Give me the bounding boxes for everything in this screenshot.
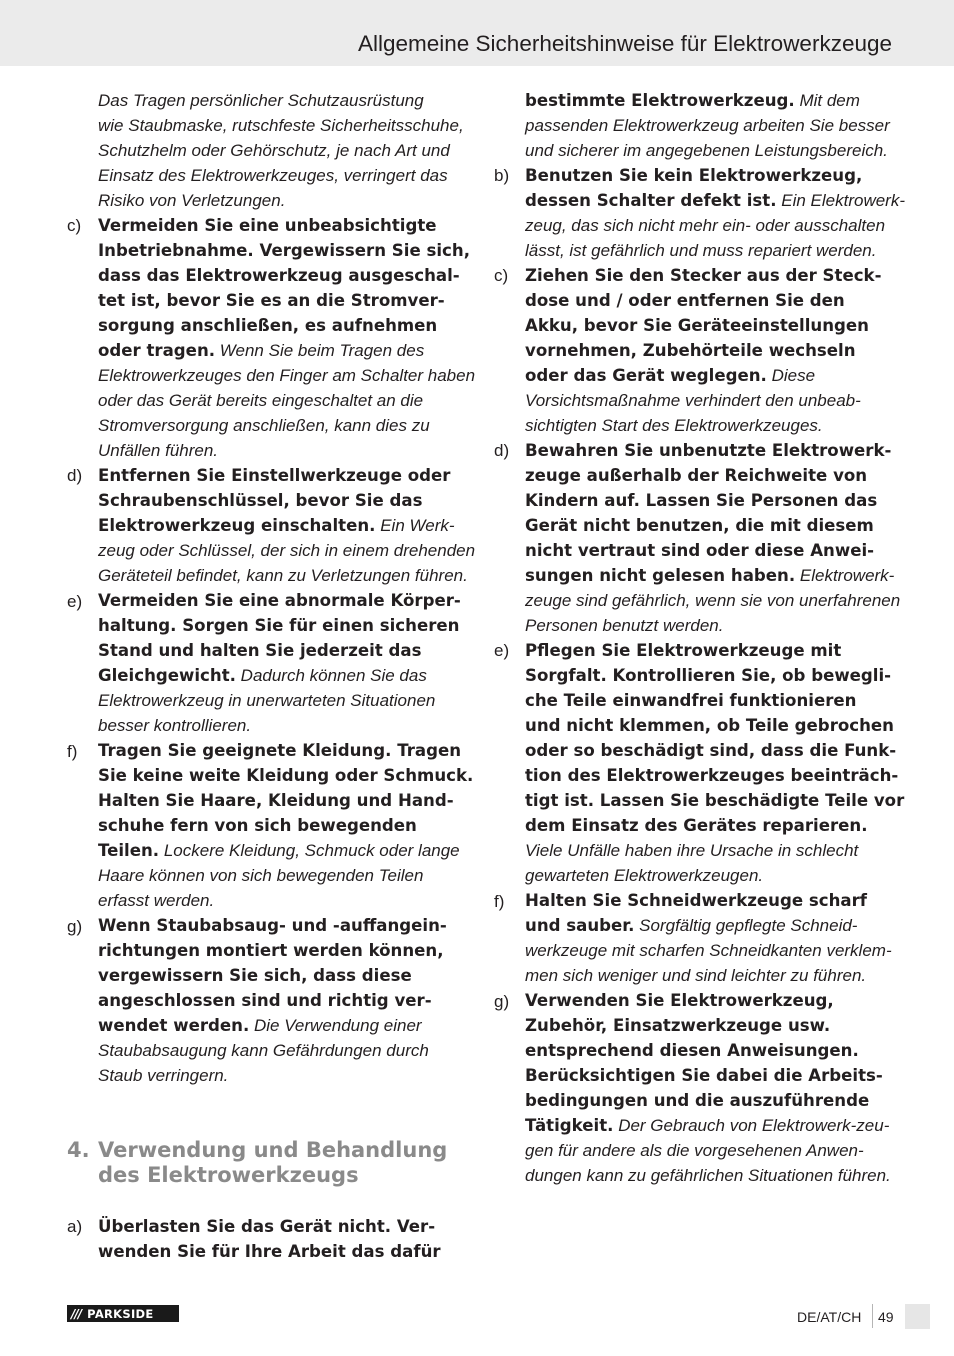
text-line: [525, 588, 900, 613]
italic-text: Risiko von Verletzungen.: [98, 191, 286, 210]
text-line: [525, 888, 867, 913]
text-line: [525, 338, 856, 363]
bold-text: Verwenden Sie Elektrowerkzeug,: [525, 991, 834, 1010]
bold-text: Halten Sie Haare, Kleidung und Hand-: [98, 791, 454, 810]
bold-text: wenden Sie für Ihre Arbeit das dafür: [98, 1242, 441, 1261]
bold-text: Benutzen Sie kein Elektrowerkzeug,: [525, 166, 863, 185]
bold-text: tion des Elektrowerkzeuges beeinträch-: [525, 766, 899, 785]
italic-text: Geräteteil befindet, kann zu Verletzungen führen.: [98, 566, 468, 585]
italic-text: sichtigten Start des Elektrowerkzeuges.: [525, 416, 823, 435]
list-label-e-right: e): [494, 641, 510, 660]
italic-text: Schutzhelm oder Gehörschutz, je nach Art und: [98, 141, 450, 160]
italic-text: Einsatz des Elektrowerkzeuges, verringert das: [98, 166, 448, 185]
text-line: [98, 313, 437, 338]
bold-text: richtungen montiert werden können,: [98, 941, 444, 960]
list-label-g-right: g): [494, 992, 510, 1011]
list-label-a: a): [67, 1217, 83, 1236]
italic-text: Wenn Sie beim Tragen des: [215, 341, 425, 360]
italic-text: Das Tragen persönlicher Schutzausrüstung: [98, 91, 424, 110]
italic-text: gen für andere als die vorgesehenen Anwen-: [525, 1141, 864, 1160]
text-line: [98, 538, 475, 563]
list-label-e: e): [67, 592, 83, 611]
bold-text: sorgung anschließen, es aufnehmen: [98, 316, 438, 335]
italic-text: Mit dem: [794, 91, 860, 110]
text-line: [98, 513, 455, 538]
text-line: [525, 138, 888, 163]
list-label-g: g): [67, 917, 83, 936]
text-line: [525, 813, 868, 838]
italic-text: Die Verwendung einer: [249, 1016, 422, 1035]
bold-text: Zubehör, Einsatzwerkzeuge usw.: [525, 1016, 831, 1035]
text-line: [525, 938, 892, 963]
text-line: [98, 738, 461, 763]
bold-text: Berücksichtigen Sie dabei die Arbeits-: [525, 1066, 883, 1085]
bold-text: Pflegen Sie Elektrowerkzeuge mit: [525, 641, 842, 660]
list-label-f: f): [67, 742, 78, 761]
italic-text: werkzeuge mit scharfen Schneidkanten verklem-: [525, 941, 892, 960]
text-line: [525, 563, 894, 588]
text-line: [98, 863, 423, 888]
italic-text: zeug, das sich nicht mehr ein- oder ausschalten: [525, 216, 886, 235]
bold-text: Halten Sie Schneidwerkzeuge scharf: [525, 891, 868, 910]
text-line: [98, 113, 464, 138]
bold-text: Wenn Staubabsaug- und -auffangein-: [98, 916, 447, 935]
text-line: [525, 638, 841, 663]
text-line: [525, 188, 905, 213]
italic-text: erfasst werden.: [98, 891, 215, 910]
text-line: [525, 438, 891, 463]
italic-text: Vorsichtsmaßnahme verhindert den unbeab-: [525, 391, 861, 410]
bold-text: Bewahren Sie unbenutzte Elektrowerk-: [525, 441, 892, 460]
logo-stripes-icon: ///: [71, 1306, 82, 1321]
bold-text: dose und / oder entfernen Sie den: [525, 291, 845, 310]
italic-text: Stromversorgung anschließen, kann dies zu: [98, 416, 430, 435]
bold-text: dessen Schalter defekt ist.: [525, 191, 777, 210]
text-line: [525, 838, 858, 863]
bold-text: Vermeiden Sie eine abnormale Körper-: [98, 591, 461, 610]
text-line: [525, 413, 823, 438]
section-title-line-2: des Elektrowerkzeugs: [98, 1163, 359, 1187]
text-line: [98, 663, 427, 688]
text-line: [98, 413, 430, 438]
text-line: [98, 288, 445, 313]
text-line: [525, 738, 896, 763]
bold-text: bedingungen und die auszuführende: [525, 1091, 870, 1110]
text-line: [525, 1088, 869, 1113]
text-line: [98, 1038, 429, 1063]
text-line: [98, 588, 461, 613]
bold-text: nicht vertraut sind oder diese Anwei-: [525, 541, 875, 560]
text-line: [525, 688, 856, 713]
text-line: [525, 163, 862, 188]
italic-text: besser kontrollieren.: [98, 716, 252, 735]
text-line: [98, 613, 459, 638]
text-line: [525, 763, 898, 788]
italic-text: passenden Elektrowerkzeug arbeiten Sie besser: [525, 116, 890, 135]
list-label-c-right: c): [494, 266, 509, 285]
text-line: [525, 488, 877, 513]
text-line: [98, 138, 450, 163]
italic-text: Haare können von sich bewegenden Teilen: [98, 866, 424, 885]
list-label-b-right: b): [494, 166, 510, 185]
page-title: Allgemeine Sicherheitshinweise für Elektrowerkzeuge: [357, 31, 892, 56]
italic-text: Dadurch können Sie das: [235, 666, 427, 685]
bold-text: Teilen.: [98, 841, 160, 860]
bold-text: Gleichgewicht.: [98, 666, 236, 685]
text-line: [525, 238, 877, 263]
text-line: [525, 1138, 864, 1163]
bold-text: Gerät nicht benutzen, die mit diesem: [525, 516, 874, 535]
text-line: [98, 363, 475, 388]
text-line: [525, 1063, 883, 1088]
text-line: [98, 838, 460, 863]
bold-text: Akku, bevor Sie Geräteeinstellungen: [525, 316, 869, 335]
text-line: [98, 1214, 435, 1239]
text-line: [525, 513, 874, 538]
text-line: [98, 688, 435, 713]
text-line: [98, 1013, 422, 1038]
italic-text: zeug oder Schlüssel, der sich in einem drehenden: [98, 541, 476, 560]
bold-text: zeuge außerhalb der Reichweite von: [525, 466, 868, 485]
bold-text: bestimmte Elektrowerkzeug.: [525, 91, 795, 110]
text-line: [525, 1038, 859, 1063]
bold-text: tigt ist. Lassen Sie beschädigte Teile vor: [525, 791, 905, 810]
bold-text: oder das Gerät weglegen.: [525, 366, 767, 385]
text-line: [98, 888, 214, 913]
text-line: [525, 913, 857, 938]
text-line: [525, 538, 874, 563]
text-line: [525, 988, 834, 1013]
text-line: [98, 338, 424, 363]
bold-text: Entfernen Sie Einstellwerkzeuge oder: [98, 466, 451, 485]
italic-text: men sich weniger und sind leichter zu führen.: [525, 966, 867, 985]
footer-language: DE/AT/CH: [797, 1309, 862, 1325]
text-line: [525, 963, 866, 988]
italic-text: Staub verringern.: [98, 1066, 229, 1085]
list-label-f-right: f): [494, 892, 505, 911]
italic-text: lässt, ist gefährlich und muss repariert werden.: [525, 241, 877, 260]
italic-text: Elektrowerkzeug in unerwarteten Situationen: [98, 691, 436, 710]
text-line: [98, 1239, 441, 1264]
text-line: [525, 713, 894, 738]
bold-text: Sie keine weite Kleidung oder Schmuck.: [98, 766, 474, 785]
italic-text: Personen benutzt werden.: [525, 616, 724, 635]
italic-text: Viele Unfälle haben ihre Ursache in schlecht: [525, 841, 859, 860]
italic-text: und sicherer im angegebenen Leistungsbereich.: [525, 141, 888, 160]
text-line: [98, 488, 422, 513]
italic-text: Unfällen führen.: [98, 441, 219, 460]
bold-text: angeschlossen sind und richtig ver-: [98, 991, 432, 1010]
text-line: [98, 788, 454, 813]
text-line: [98, 1063, 228, 1088]
bold-text: Elektrowerkzeug einschalten.: [98, 516, 376, 535]
text-line: [525, 663, 891, 688]
text-line: [525, 213, 885, 238]
text-line: [98, 813, 417, 838]
italic-text: Sorgfältig gepflegte Schneid-: [634, 916, 858, 935]
text-line: [98, 263, 460, 288]
bold-text: sungen nicht gelesen haben.: [525, 566, 796, 585]
bold-text: Tragen Sie geeignete Kleidung. Tragen: [98, 741, 462, 760]
text-line: [98, 563, 468, 588]
text-line: [98, 88, 424, 113]
text-line: [525, 113, 890, 138]
bold-text: tet ist, bevor Sie es an die Stromver-: [98, 291, 445, 310]
bold-text: Inbetriebnahme. Vergewissern Sie sich,: [98, 241, 470, 260]
bold-text: Überlasten Sie das Gerät nicht. Ver-: [98, 1217, 436, 1236]
parkside-logo: [67, 1305, 179, 1322]
italic-text: Der Gebrauch von Elektrowerk-zeu-: [613, 1116, 890, 1135]
italic-text: Lockere Kleidung, Schmuck oder lange: [159, 841, 460, 860]
italic-text: gewarteten Elektrowerkzeugen.: [525, 866, 764, 885]
text-line: [525, 363, 815, 388]
bold-text: haltung. Sorgen Sie für einen sicheren: [98, 616, 460, 635]
section-number: 4.: [67, 1138, 90, 1162]
text-line: [525, 1013, 830, 1038]
text-line: [98, 463, 451, 488]
text-line: [98, 938, 444, 963]
text-line: [98, 438, 218, 463]
italic-text: Elektrowerk-: [795, 566, 895, 585]
text-line: [98, 763, 473, 788]
bold-text: vergewissern Sie sich, dass diese: [98, 966, 412, 985]
text-line: [525, 788, 904, 813]
text-line: [98, 188, 285, 213]
footer-divider: [872, 1304, 873, 1328]
bold-text: che Teile einwandfrei funktionieren: [525, 691, 857, 710]
text-line: [98, 713, 251, 738]
italic-text: dungen kann zu gefährlichen Situationen führen.: [525, 1166, 891, 1185]
list-label-d: d): [67, 466, 83, 485]
text-line: [98, 388, 423, 413]
logo-text: PARKSIDE: [87, 1306, 154, 1321]
text-line: [98, 238, 470, 263]
text-line: [525, 288, 845, 313]
text-line: [525, 313, 869, 338]
bold-text: Kindern auf. Lassen Sie Personen das: [525, 491, 878, 510]
header-bar: [0, 0, 954, 66]
text-line: [525, 613, 723, 638]
bold-text: Schraubenschlüssel, bevor Sie das: [98, 491, 423, 510]
list-label-c: c): [67, 216, 82, 235]
bold-text: dass das Elektrowerkzeug ausgeschal-: [98, 266, 460, 285]
italic-text: oder das Gerät bereits eingeschaltet an die: [98, 391, 424, 410]
bold-text: und nicht klemmen, ob Teile gebrochen: [525, 716, 894, 735]
page-number: 49: [878, 1309, 894, 1325]
italic-text: wie Staubmaske, rutschfeste Sicherheitsschuhe,: [98, 116, 464, 135]
text-line: [525, 263, 881, 288]
text-line: [525, 388, 861, 413]
bold-text: entsprechend diesen Anweisungen.: [525, 1041, 859, 1060]
footer-box: [905, 1304, 930, 1329]
italic-text: Elektrowerkzeuges den Finger am Schalter haben: [98, 366, 476, 385]
text-line: [525, 1163, 891, 1188]
bold-text: Sorgfalt. Kontrollieren Sie, ob bewegli-: [525, 666, 892, 685]
italic-text: Ein Werk-: [375, 516, 455, 535]
bold-text: schuhe fern von sich bewegenden: [98, 816, 417, 835]
text-line: [525, 1113, 889, 1138]
text-line: [98, 638, 422, 663]
section-title-line-1: Verwendung und Behandlung: [98, 1138, 448, 1162]
bold-text: oder tragen.: [98, 341, 216, 360]
text-line: [525, 88, 860, 113]
italic-text: Diese: [766, 366, 816, 385]
text-line: [98, 213, 437, 238]
list-label-d-right: d): [494, 441, 510, 460]
bold-text: Tätigkeit.: [525, 1116, 614, 1135]
bold-text: Vermeiden Sie eine unbeabsichtigte: [98, 216, 437, 235]
bold-text: Ziehen Sie den Stecker aus der Steck-: [525, 266, 882, 285]
text-line: [525, 863, 763, 888]
bold-text: wendet werden.: [98, 1016, 250, 1035]
italic-text: Ein Elektrowerk-: [776, 191, 905, 210]
bold-text: dem Einsatz des Gerätes reparieren.: [525, 816, 868, 835]
bold-text: vornehmen, Zubehörteile wechseln: [525, 341, 856, 360]
text-line: [98, 988, 432, 1013]
text-line: [98, 163, 448, 188]
italic-text: zeuge sind gefährlich, wenn sie von unerfahrenen: [525, 591, 901, 610]
bold-text: oder so beschädigt sind, dass die Funk-: [525, 741, 897, 760]
text-line: [98, 963, 412, 988]
bold-text: und sauber.: [525, 916, 635, 935]
italic-text: Staubabsaugung kann Gefährdungen durch: [98, 1041, 429, 1060]
text-line: [98, 913, 447, 938]
text-line: [525, 463, 867, 488]
bold-text: Stand und halten Sie jederzeit das: [98, 641, 422, 660]
